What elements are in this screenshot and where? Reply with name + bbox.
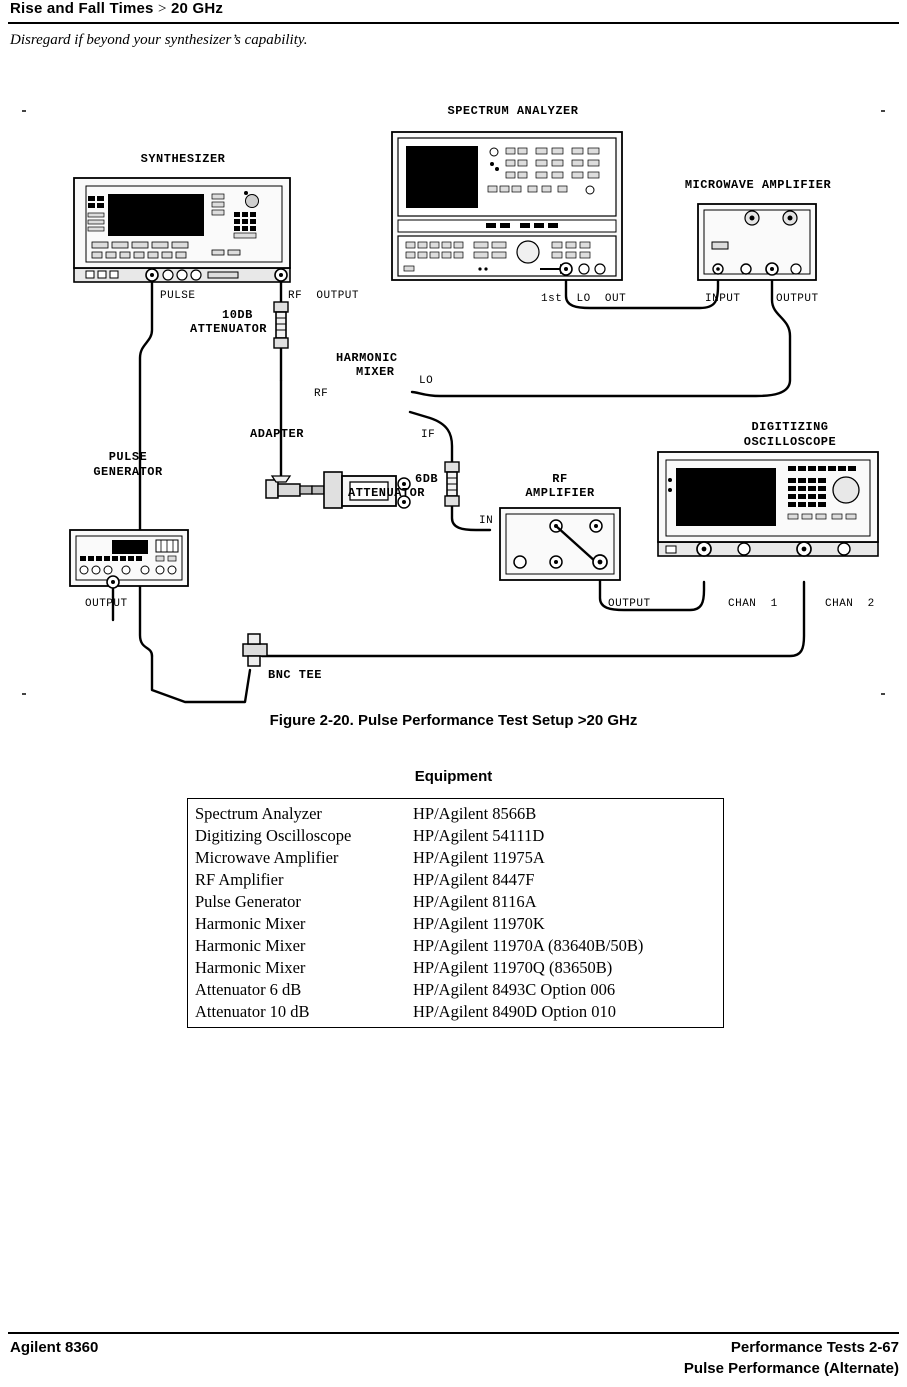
equipment-model: HP/Agilent 11975A	[413, 848, 545, 867]
label-port-rf-output: RF OUTPUT	[288, 290, 360, 302]
label-rf-amplifier-line2: AMPLIFIER	[525, 486, 595, 500]
table-row	[188, 803, 723, 825]
footer-section-page: Performance Tests 2-67	[730, 1339, 899, 1356]
label-digitizing-scope-line1: DIGITIZING	[751, 420, 829, 434]
label-adapter: ADAPTER	[250, 427, 304, 441]
label-port-in: IN	[479, 515, 494, 527]
label-attenuator-6db-line2: ATTENUATOR	[348, 486, 426, 500]
label-synthesizer: SYNTHESIZER	[140, 152, 226, 166]
label-rf-amplifier-line1: RF	[552, 472, 568, 486]
label-harmonic-mixer-line2: MIXER	[356, 365, 395, 379]
table-row	[188, 979, 723, 1001]
equipment-item: Spectrum Analyzer	[195, 804, 322, 823]
equipment-model: HP/Agilent 11970K	[413, 914, 545, 933]
equipment-table	[187, 798, 724, 1028]
label-port-1st-lo-out: 1st LO OUT	[541, 293, 627, 305]
label-spectrum-analyzer: SPECTRUM ANALYZER	[447, 104, 579, 118]
equipment-item: Harmonic Mixer	[195, 914, 306, 933]
table-row	[188, 825, 723, 847]
equipment-model: HP/Agilent 54111D	[413, 826, 545, 845]
label-port-output-amp: OUTPUT	[776, 293, 819, 305]
equipment-model: HP/Agilent 8490D Option 010	[413, 1002, 617, 1021]
footer-divider	[8, 1332, 899, 1334]
label-port-pulse: PULSE	[160, 290, 196, 302]
equipment-item: RF Amplifier	[195, 870, 284, 889]
figure-caption: Figure 2-20. Pulse Performance Test Setup >20 GHz	[269, 712, 638, 729]
equipment-item: Harmonic Mixer	[195, 936, 306, 955]
label-microwave-amplifier: MICROWAVE AMPLIFIER	[684, 178, 832, 192]
equipment-model: HP/Agilent 11970Q (83650B)	[413, 958, 613, 977]
equipment-item: Attenuator 10 dB	[195, 1002, 310, 1021]
label-port-chan2: CHAN 2	[825, 598, 875, 610]
equipment-model: HP/Agilent 8493C Option 006	[413, 980, 616, 999]
table-row	[188, 1001, 723, 1023]
page-header-title	[10, 0, 223, 18]
label-attenuator-10db-line2: ATTENUATOR	[190, 322, 268, 336]
label-attenuator-6db-line1: 6DB	[415, 472, 439, 486]
header-divider	[8, 22, 899, 24]
table-row	[188, 913, 723, 935]
table-row	[188, 957, 723, 979]
equipment-model: HP/Agilent 8116A	[413, 892, 537, 911]
equipment-item: Pulse Generator	[195, 892, 301, 911]
label-pulse-generator-line2: GENERATOR	[93, 465, 163, 479]
label-port-input: INPUT	[705, 293, 741, 305]
footer-subsection: Pulse Performance (Alternate)	[683, 1360, 899, 1377]
equipment-model: HP/Agilent 8447F	[413, 870, 535, 889]
label-port-if: IF	[421, 429, 436, 441]
label-port-lo: LO	[419, 375, 434, 387]
header-title-gt: >	[157, 1, 167, 17]
header-subtitle: Disregard if beyond your synthesizer’s capability.	[10, 32, 308, 48]
equipment-item: Microwave Amplifier	[195, 848, 339, 867]
header-title-freq: 20 GHz	[171, 0, 224, 17]
label-harmonic-mixer-line1: HARMONIC	[336, 351, 398, 365]
table-row	[188, 847, 723, 869]
header-title-main: Rise and Fall Times	[10, 0, 154, 17]
label-port-output-rfamp: OUTPUT	[608, 598, 651, 610]
equipment-model: HP/Agilent 11970A (83640B/50B)	[413, 936, 644, 955]
equipment-item: Attenuator 6 dB	[195, 980, 302, 999]
equipment-item: Harmonic Mixer	[195, 958, 306, 977]
footer-product: Agilent 8360	[10, 1339, 99, 1356]
label-digitizing-scope-line2: OSCILLOSCOPE	[743, 435, 837, 449]
equipment-model: HP/Agilent 8566B	[413, 804, 537, 823]
figure-diagram	[0, 90, 907, 710]
table-row	[188, 891, 723, 913]
label-attenuator-10db-line1: 10DB	[222, 308, 253, 322]
equipment-title: Equipment	[414, 768, 493, 785]
label-pulse-generator-line1: PULSE	[108, 450, 148, 464]
table-row	[188, 935, 723, 957]
table-row	[188, 869, 723, 891]
label-port-output-pulsegen: OUTPUT	[85, 598, 128, 610]
label-port-rf: RF	[314, 388, 329, 400]
label-bnc-tee: BNC TEE	[268, 668, 322, 682]
equipment-item: Digitizing Oscilloscope	[195, 826, 352, 845]
label-port-chan1: CHAN 1	[728, 598, 778, 610]
